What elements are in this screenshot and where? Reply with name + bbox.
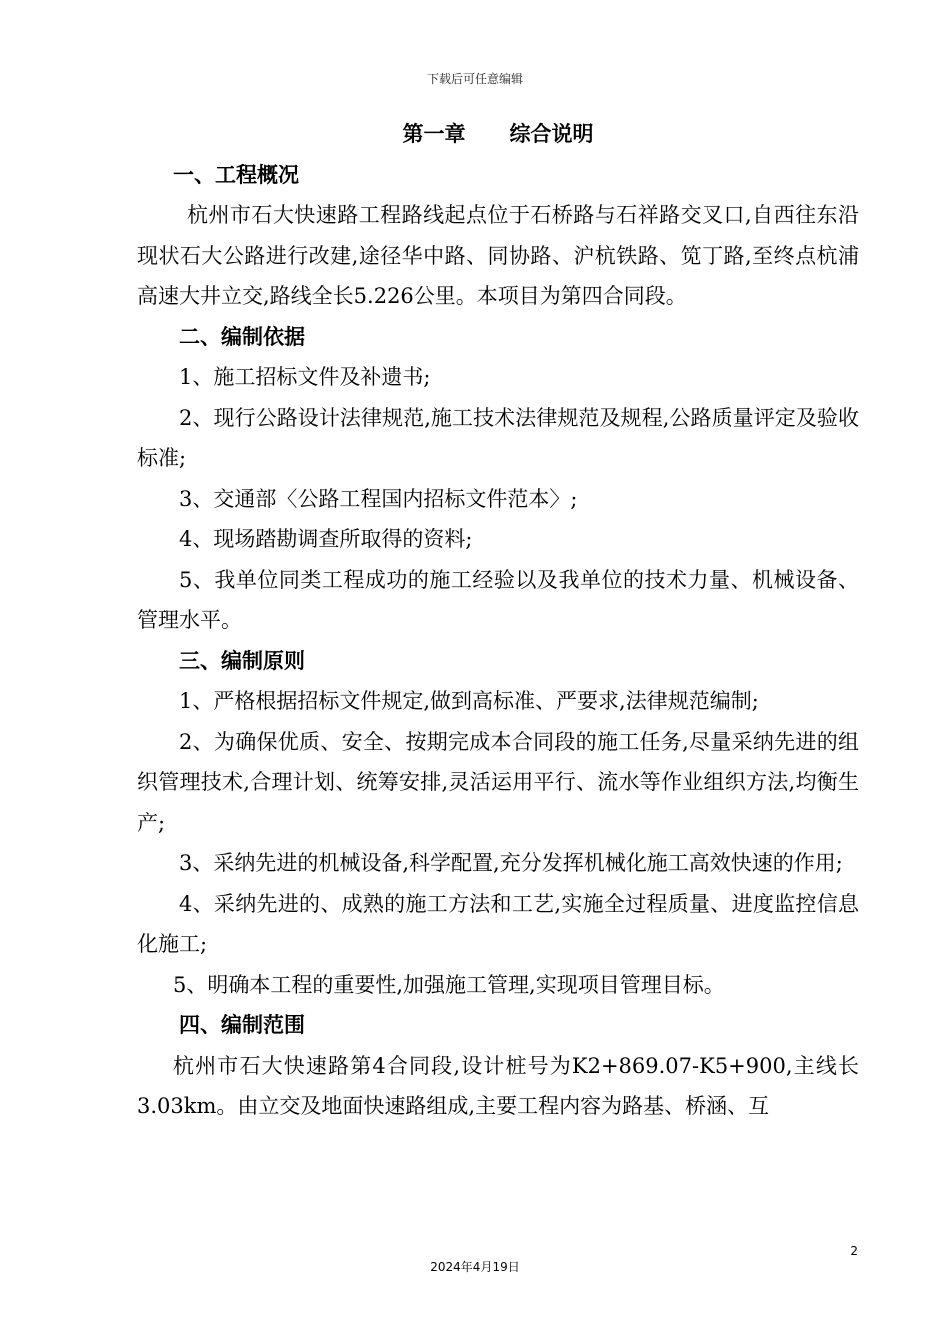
chapter-number: 第一章 [402, 122, 466, 146]
paragraph: 1、严格根据招标文件规定,做到高标准、严要求,法律规范编制; [179, 689, 759, 713]
section-heading-basis: 二、编制依据 [179, 324, 305, 349]
paragraph: 2、现行公路设计法律规范,施工技术法律规范及规程,公路质量评定及验收标准; [137, 405, 859, 470]
paragraph: 3、交通部〈公路工程国内招标文件范本〉; [179, 486, 578, 511]
section-heading-scope: 四、编制范围 [179, 1013, 305, 1037]
paragraph: 5、我单位同类工程成功的施工经验以及我单位的技术力量、机械设备、管理水平。 [137, 567, 859, 632]
header-note: 下载后可任意编辑 [426, 72, 523, 86]
section-heading-overview: 一、工程概况 [173, 162, 299, 187]
paragraph: 3、采纳先进的机械设备,科学配置,充分发挥机械化施工高效快速的作用; [179, 851, 843, 875]
paragraph: 4、采纳先进的、成熟的施工方法和工艺,实施全过程质量、进度监控信息化施工; [137, 891, 859, 956]
page-number: 2 [850, 1244, 858, 1258]
chapter-title [137, 114, 859, 155]
paragraph: 5、明确本工程的重要性,加强施工管理,实现项目管理目标。 [173, 972, 725, 997]
chapter-name: 综合说明 [509, 122, 594, 146]
paragraph: 2、为确保优质、安全、按期完成本合同段的施工任务,尽量采纳先进的组织管理技术,合理计划、统筹安排,灵活运用平行、流水等作业组织方法,均衡生产; [137, 729, 859, 835]
document-body [137, 114, 859, 1127]
section-heading-principles: 三、编制原则 [179, 648, 305, 673]
footer-date: 2024年4月19日 [430, 1260, 520, 1274]
paragraph: 杭州市石大快速路第4合同段,设计桩号为K2+869.07-K5+900,主线长3.03km。由立交及地面快速路组成,主要工程内容为路基、桥涵、互 [137, 1053, 859, 1118]
paragraph: 1、施工招标文件及补遗书; [179, 365, 431, 389]
paragraph: 杭州市石大快速路工程路线起点位于石桥路与石祥路交叉口,自西往东沿现状石大公路进行改建,途径华中路、同协路、沪杭铁路、笕丁路,至终点杭浦高速大井立交,路线全长5.226公里。本项目为第四合同段。 [137, 203, 859, 308]
paragraph: 4、现场踏勘调查所取得的资料; [179, 527, 473, 551]
